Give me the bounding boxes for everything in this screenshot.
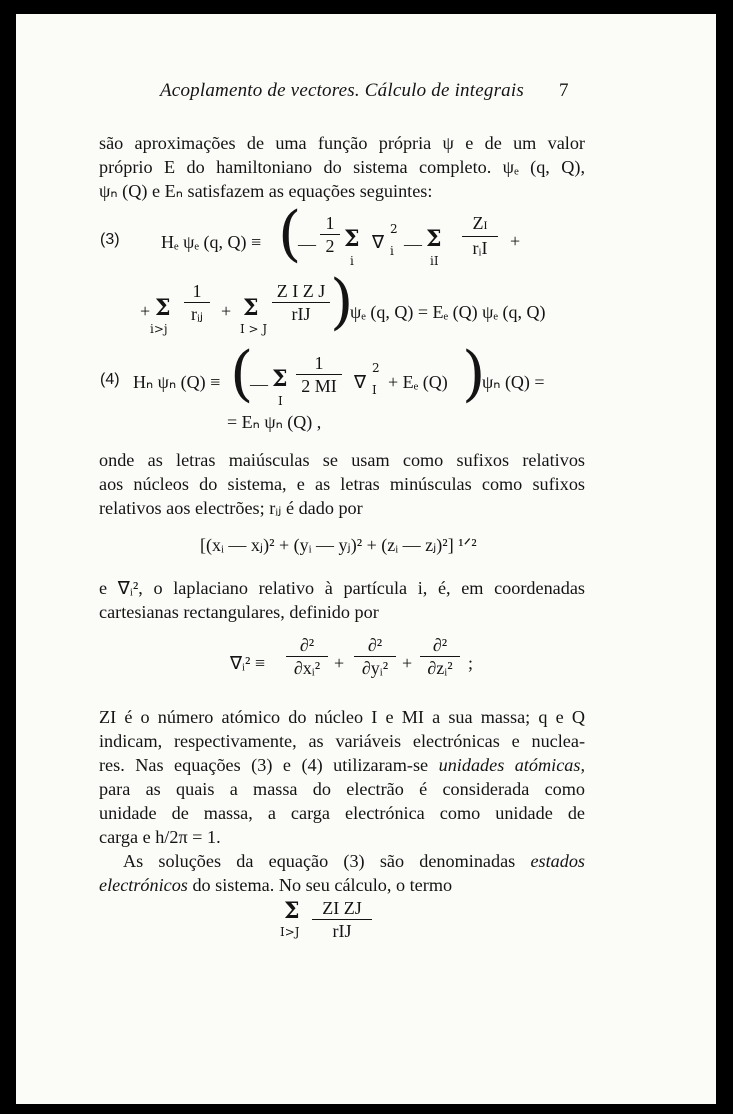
text-line: cartesianas rectangulares, definido por [99, 602, 379, 622]
text-line: relativos aos electrões; rᵢⱼ é dado por [99, 498, 363, 518]
emphasis: electrónicos [99, 875, 188, 895]
paragraph-electronic-states [99, 849, 585, 897]
fraction-numerator: 1 [296, 352, 342, 375]
fraction-denominator: rᵢI [472, 238, 488, 258]
summation-index: i [350, 254, 354, 268]
fraction-numerator: 1 [184, 280, 210, 303]
electronic-energy: + Eₑ (Q) [388, 372, 448, 392]
summation-index: iI [430, 254, 439, 268]
minus-sign: — [404, 234, 422, 254]
summation-sign: Σ [426, 226, 442, 252]
subscript: I [372, 383, 377, 397]
fraction-numerator: ∂² [354, 634, 396, 657]
fraction-numerator: Z I Z J [272, 280, 330, 303]
fraction-inverse-distance [184, 280, 210, 325]
distance-equation: [(xᵢ — xⱼ)² + (yᵢ — yⱼ)² + (zᵢ — zⱼ)²] ¹ᐟ² [200, 535, 477, 555]
text-line: próprio E do hamiltoniano do sistema completo. ψₑ (q, Q), [99, 157, 585, 177]
fraction-inverse-mass [296, 352, 342, 397]
paragraph-suffixes [99, 448, 585, 520]
equation-lhs: ∇ᵢ² ≡ [230, 653, 266, 673]
fraction-denominator: rIJ [332, 921, 352, 941]
text-line: indicam, respectivamente, as variáveis electrónicas e nuclea- [99, 731, 585, 751]
superscript: 2 [390, 222, 398, 236]
page-number: 7 [559, 80, 569, 101]
fraction-numerator: ∂² [286, 634, 328, 657]
text-span: do sistema. No seu cálculo, o termo [187, 875, 453, 895]
summation-index: I > J [240, 322, 268, 336]
paragraph-laplacian [99, 576, 585, 624]
fraction-numerator [462, 212, 498, 237]
text-line: onde as letras maiúsculas se usam como sufixos relativos [99, 450, 585, 470]
text-line: carga e h/2π = 1. [99, 827, 221, 847]
text-line: e ∇ᵢ², o laplaciano relativo à partícula i, é, em coordenadas [99, 578, 585, 598]
text-line [99, 873, 585, 897]
fraction-numerator: ∂² [420, 634, 460, 657]
text-line [99, 753, 585, 777]
fraction-denominator: 2 [325, 236, 335, 256]
nabla: ∇ [354, 372, 367, 392]
paren-close: ) [462, 339, 486, 409]
text-line: aos núcleos do sistema, e as letras minúsculas como sufixos [99, 474, 585, 494]
text-line: ψₙ (Q) e Eₙ satisfazem as equações seguintes: [99, 181, 433, 201]
plus-sign: + [334, 653, 345, 673]
emphasis: unidades atómicas, [438, 755, 585, 775]
text-line: são aproximações de uma função própria ψ e de um valor [99, 133, 585, 153]
fraction-half [320, 212, 340, 257]
fraction-d2-dy2 [354, 634, 396, 679]
charge-subscript: I [483, 218, 488, 232]
plus-sign: + [221, 301, 232, 321]
fraction-nuclear-repulsion [272, 280, 330, 325]
equation-lhs: Hₙ ψₙ (Q) ≡ [133, 372, 221, 392]
fraction-denominator: ∂yᵢ² [361, 658, 389, 678]
fraction-nuclear-repulsion [312, 897, 372, 942]
summation-index: I>J [280, 925, 300, 939]
equation-rhs: ψₙ (Q) = [482, 372, 545, 392]
page-header [16, 80, 716, 110]
summation-sign: Σ [243, 295, 259, 321]
minus-sign: — [250, 374, 268, 394]
scanned-page [16, 14, 716, 1104]
superscript: 2 [372, 361, 380, 375]
equation-rhs: ψₑ (q, Q) = Eₑ (Q) ψₑ (q, Q) [350, 302, 546, 322]
fraction-charge-distance [462, 212, 498, 259]
equation-continuation: = Eₙ ψₙ (Q) , [227, 412, 322, 432]
summation-sign: Σ [272, 366, 288, 392]
plus-sign: + [402, 653, 413, 673]
nabla: ∇ [372, 232, 385, 252]
text-span: As soluções da equação (3) são denominadas [123, 851, 531, 871]
minus-sign: — [298, 234, 316, 254]
equation-lhs: Hₑ ψₑ (q, Q) ≡ [161, 232, 262, 252]
equation-label: (4) [100, 371, 120, 388]
charge-symbol: Z [472, 213, 484, 233]
fraction-denominator: 2 MI [301, 376, 337, 396]
equation-label: (3) [100, 231, 120, 248]
paragraph-intro [99, 131, 585, 203]
summation-index: i>j [150, 322, 168, 336]
fraction-denominator: ∂xᵢ² [293, 658, 321, 678]
fraction-denominator: rIJ [291, 304, 311, 324]
summation-sign: Σ [155, 295, 171, 321]
text-line: unidade de massa, a carga electrónica como unidade de [99, 803, 585, 823]
text-line [99, 849, 585, 873]
fraction-numerator: 1 [320, 212, 340, 235]
summation-sign: Σ [344, 226, 360, 252]
paren-open: ( [278, 199, 302, 269]
semicolon: ; [468, 653, 474, 673]
text-line: para as quais a massa do electrão é considerada como [99, 779, 585, 799]
fraction-d2-dz2 [420, 634, 460, 679]
fraction-numerator: ZI ZJ [312, 897, 372, 920]
emphasis: estados [530, 851, 585, 871]
text-line: ZI é o número atómico do núcleo I e MI a sua massa; q e Q [99, 707, 585, 727]
plus-sign: + [510, 231, 521, 251]
summation-sign: Σ [284, 898, 300, 924]
subscript: i [390, 244, 394, 258]
paren-open: ( [230, 339, 254, 409]
paragraph-atomic-units [99, 705, 585, 849]
plus-sign: + [140, 301, 151, 321]
running-head: Acoplamento de vectores. Cálculo de integrais [160, 80, 524, 101]
paren-close: ) [330, 267, 354, 337]
fraction-denominator: ∂zᵢ² [427, 658, 453, 678]
text-span: res. Nas equações (3) e (4) utilizaram-se [99, 755, 439, 775]
summation-index: I [278, 394, 283, 408]
fraction-denominator: rᵢⱼ [190, 304, 204, 324]
fraction-d2-dx2 [286, 634, 328, 679]
